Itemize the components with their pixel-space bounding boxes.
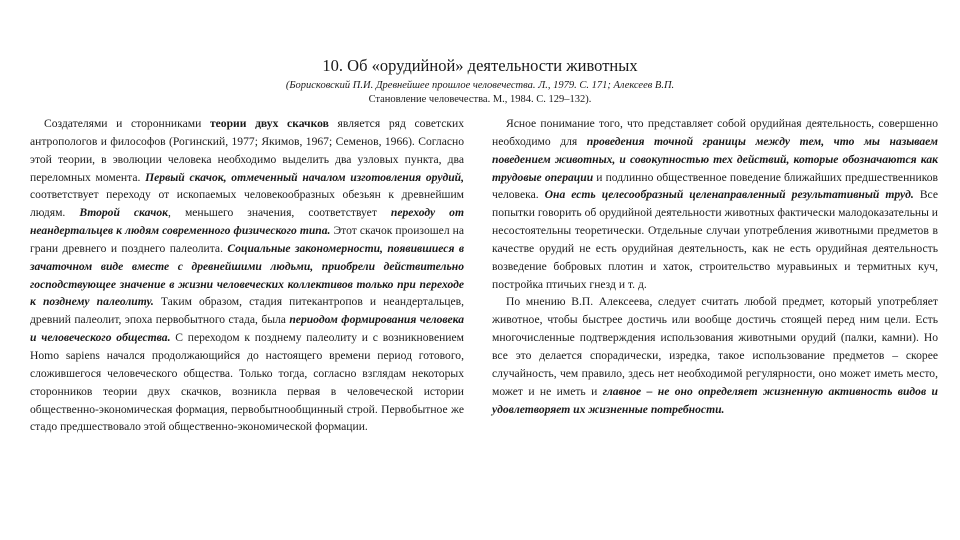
- text-run: Все попытки говорить об орудийной деятельности животных фактически малодоказательны и несостоятельны теоретически. Отдельные случаи употребления животными предметов в качестве орудий не есть орудийная деятельность, как не есть орудийная деятельность возведение бобровых плотин и хаток, строительство муравьиных и термитных куч, постройка птичьих гнезд и т. д.: [492, 188, 938, 291]
- emphasis-text: теории двух скачков: [209, 117, 329, 130]
- emphasis-text: Первый скачок, отмеченный началом изготовления орудий,: [145, 170, 464, 184]
- text-run: По мнению В.П. Алексеева, следует считать любой предмет, который употребляет животное, чтобы быстрее достичь или вообще достичь стоящей перед ним цели. Есть многочисленные подтверждения использования животными орудий (палки, камни). Но все это делается спорадически, изредка, такое использование предметов – скорее случайность, чем правило, здесь нет необходимой регулярности, оно может иметь место, может и не иметь и: [492, 295, 938, 398]
- text-run: является ряд советских антропологов и философов (Рогинский, 1977; Якимов, 1967; Семенов, 1966). Согласно этой теории, в эволюции человека необходимо выделить два узловых пункта, два переломных момента.: [30, 117, 465, 184]
- right-paragraph-2: [492, 293, 938, 418]
- source-reference-line-2: Становление человечества. М., 1984. С. 129–132).: [368, 94, 592, 105]
- emphasis-text: проведения точной границы между тем, что мы называем поведением животных, и совокупностью тех действий, которые обозначаются как трудовые операции: [492, 134, 938, 184]
- right-column: [492, 115, 938, 418]
- emphasis-text: периодом формирования человека и человеческого общества.: [30, 313, 464, 345]
- text-run: Этот скачок произошел на грани древнего и позднего палеолита.: [30, 224, 465, 255]
- document-title: 10. Об «орудийной» деятельности животных: [322, 56, 638, 75]
- right-paragraph-1: [492, 115, 938, 293]
- emphasis-text: Второй скачок: [79, 206, 169, 220]
- source-reference: [200, 79, 760, 107]
- left-column: [30, 115, 464, 436]
- text-run: Ясное понимание того, что представляет собой орудийная деятельность, совершенно необходимо для: [492, 117, 938, 148]
- text-run: С переходом к позднему палеолиту и с возникновением Homo sapiens начался продолжающийся до настоящего времени период готового, сложившегося человеческого общества. Только тогда, согласно взглядам некоторых сторонников теории двух скачков, возникла первая в человеческой истории общественно-экономическая формация, первобытнообщинный строй. Первобытное же стадо предшествовало этой общественно-экономической формации.: [30, 331, 464, 434]
- text-run: Таким образом, стадия питекантропов и неандертальцев, древний палеолит, эпоха первобытного стада, была: [30, 295, 464, 327]
- source-reference-line-1: (Борисковский П.И. Древнейшее прошлое человечества. Л., 1979. С. 171; Алексеев В.П.: [285, 80, 675, 91]
- text-run: Создателями и сторонниками: [44, 117, 210, 130]
- emphasis-text: Она есть целесообразный целенаправленный результативный труд.: [544, 188, 914, 202]
- left-paragraph: [30, 115, 464, 436]
- emphasis-text: главное – не оно определяет жизненную активность видов и удовлетворяет их жизненные потребности.: [492, 384, 938, 416]
- text-run: и подлинно общественное поведение ближайших предшественников человека.: [492, 170, 939, 202]
- text-run: , меньшего значения, соответствует: [168, 206, 391, 220]
- text-run: соответствует переходу от ископаемых человекообразных обезьян к древнейшим людям.: [30, 188, 464, 220]
- emphasis-text: Социальные закономерности, появившиеся в зачаточном виде вместе с древнейшими людьми, приобрели действительно господствующее значение в жизни человеческих коллективов только при переходе к позднему палеолиту.: [30, 241, 464, 309]
- emphasis-text: переходу от неандертальцев к людям современного физического типа.: [30, 206, 464, 238]
